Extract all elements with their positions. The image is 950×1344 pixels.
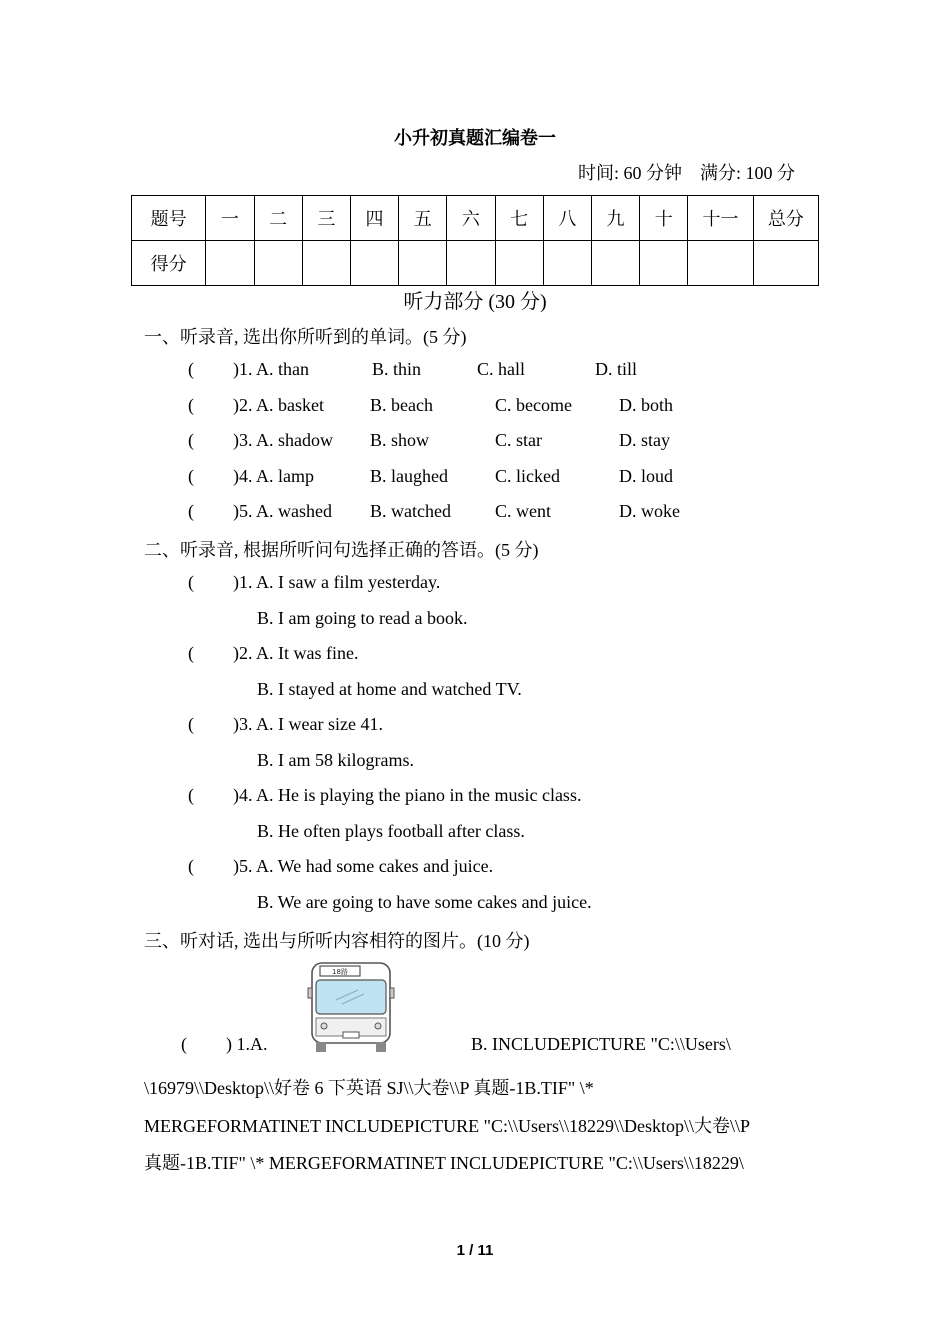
option-a: )2. A. basket bbox=[233, 395, 324, 415]
answer-paren: ( bbox=[188, 856, 194, 876]
option-b: B. beach bbox=[370, 395, 433, 415]
score-header-cell: 七 bbox=[495, 196, 543, 241]
score-cell bbox=[543, 241, 591, 286]
option-b: B. He often plays football after class. bbox=[257, 821, 525, 841]
option-b: B. watched bbox=[370, 501, 451, 521]
option-a: )4. A. He is playing the piano in the music class. bbox=[233, 785, 582, 805]
score-cell bbox=[302, 241, 350, 286]
score-header-cell: 总分 bbox=[753, 196, 818, 241]
option-b: B. laughed bbox=[370, 466, 448, 486]
option-c: C. went bbox=[495, 501, 551, 521]
exam-full-score: 满分: 100 分 bbox=[700, 163, 796, 183]
page-title: 小升初真题汇编卷一 bbox=[394, 128, 556, 148]
score-cell bbox=[591, 241, 639, 286]
bus-image bbox=[306, 960, 396, 1054]
score-cell bbox=[206, 241, 254, 286]
option-b: B. I stayed at home and watched TV. bbox=[257, 679, 522, 699]
option-a: )2. A. It was fine. bbox=[233, 643, 359, 663]
score-cell bbox=[753, 241, 818, 286]
option-a: )3. A. shadow bbox=[233, 430, 333, 450]
answer-paren: ( bbox=[181, 1034, 187, 1054]
listening-section-title: 听力部分 (30 分) bbox=[403, 291, 547, 313]
option-d: D. loud bbox=[619, 466, 673, 486]
score-header-cell: 六 bbox=[447, 196, 495, 241]
score-header-cell: 十一 bbox=[688, 196, 753, 241]
option-b: B. I am 58 kilograms. bbox=[257, 750, 414, 770]
question-label: ) 1.A. bbox=[226, 1034, 268, 1054]
option-c: C. star bbox=[495, 430, 542, 450]
answer-paren: ( bbox=[188, 714, 194, 734]
page-number: 1 / 11 bbox=[456, 1242, 494, 1259]
score-cell bbox=[495, 241, 543, 286]
score-header-cell: 八 bbox=[543, 196, 591, 241]
option-a: )1. A. I saw a film yesterday. bbox=[233, 572, 441, 592]
score-cell bbox=[640, 241, 688, 286]
option-b: B. I am going to read a book. bbox=[257, 608, 468, 628]
score-header-cell: 一 bbox=[206, 196, 254, 241]
score-cell bbox=[399, 241, 447, 286]
score-cell bbox=[447, 241, 495, 286]
option-a: )3. A. I wear size 41. bbox=[233, 714, 383, 734]
score-header-cell: 四 bbox=[350, 196, 398, 241]
option-d: D. woke bbox=[619, 501, 680, 521]
score-header-cell: 三 bbox=[302, 196, 350, 241]
option-b: B. We are going to have some cakes and juice. bbox=[257, 892, 592, 912]
section3-heading: 三、听对话, 选出与所听内容相符的图片。(10 分) bbox=[144, 931, 530, 951]
answer-paren: ( bbox=[188, 359, 194, 379]
option-c: C. become bbox=[495, 395, 572, 415]
score-row-label: 得分 bbox=[132, 241, 206, 286]
score-header-cell: 五 bbox=[399, 196, 447, 241]
option-a: )5. A. We had some cakes and juice. bbox=[233, 856, 494, 876]
answer-paren: ( bbox=[188, 643, 194, 663]
option-d: D. both bbox=[619, 395, 673, 415]
score-header-cell: 二 bbox=[254, 196, 302, 241]
option-a: )5. A. washed bbox=[233, 501, 332, 521]
option-a: )1. A. than bbox=[233, 359, 309, 379]
score-header-cell: 九 bbox=[591, 196, 639, 241]
option-b-field-code: B. INCLUDEPICTURE "C:\\Users\ bbox=[471, 1034, 731, 1054]
exam-time: 时间: 60 分钟 bbox=[578, 163, 683, 183]
score-table-header-row bbox=[132, 196, 819, 241]
option-d: D. till bbox=[595, 359, 638, 379]
score-cell bbox=[350, 241, 398, 286]
option-c: C. hall bbox=[477, 359, 525, 379]
score-cell bbox=[688, 241, 753, 286]
answer-paren: ( bbox=[188, 572, 194, 592]
score-cell bbox=[254, 241, 302, 286]
section2-heading: 二、听录音, 根据所听问句选择正确的答语。(5 分) bbox=[144, 540, 539, 560]
exam-meta bbox=[578, 159, 795, 185]
answer-paren: ( bbox=[188, 395, 194, 415]
section1-heading: 一、听录音, 选出你所听到的单词。(5 分) bbox=[144, 327, 467, 347]
field-code-line: MERGEFORMATINET INCLUDEPICTURE "C:\\Users\\18229\\Desktop\\大卷\\P bbox=[144, 1116, 751, 1136]
answer-paren: ( bbox=[188, 785, 194, 805]
score-header-cell: 题号 bbox=[132, 196, 206, 241]
answer-paren: ( bbox=[188, 466, 194, 486]
score-table-score-row bbox=[132, 241, 819, 286]
option-c: C. licked bbox=[495, 466, 560, 486]
answer-paren: ( bbox=[188, 430, 194, 450]
field-code-line: \16979\\Desktop\\好卷 6 下英语 SJ\\大卷\\P 真题-1B.TIF" \* bbox=[144, 1078, 594, 1098]
option-b: B. show bbox=[370, 430, 430, 450]
score-header-cell: 十 bbox=[640, 196, 688, 241]
score-table bbox=[131, 195, 819, 286]
bus-sign-text: 18路 bbox=[332, 968, 348, 976]
option-a: )4. A. lamp bbox=[233, 466, 314, 486]
option-b: B. thin bbox=[372, 359, 422, 379]
field-code-line: 真题-1B.TIF" \* MERGEFORMATINET INCLUDEPICTURE "C:\\Users\\18229\ bbox=[144, 1153, 744, 1173]
option-d: D. stay bbox=[619, 430, 670, 450]
answer-paren: ( bbox=[188, 501, 194, 521]
